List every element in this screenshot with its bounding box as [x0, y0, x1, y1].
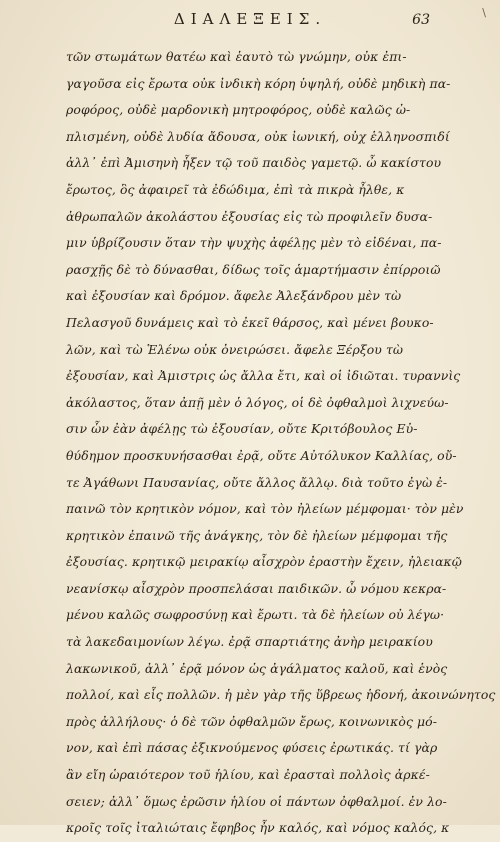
- text-line: τε Ἀγάθωνι Παυσανίας, οὔτε ἄλλος ἄλλῳ. διὰ τοῦτο ἐγὼ ἐ-: [66, 474, 448, 490]
- text-line: πρὸς ἀλλήλους· ὁ δὲ τῶν ὀφθαλμῶν ἔρως, κοινωνικὸς μό-: [66, 713, 438, 729]
- text-line: νεανίσκῳ αἶσχρὸν προσπελάσαι παιδικῶν. ὦ νόμου κεκρα-: [66, 580, 447, 596]
- text-line: ροφόρος, οὐδὲ μαρδονικὴ μητροφόρος, οὐδὲ καλῶς ὠ-: [66, 102, 411, 118]
- text-line: μιν ὑβρίζουσιν ὅταν τὴν ψυχὴς ἀφέλῃς μὲν τὸ εἰδέναι, πα-: [66, 235, 442, 251]
- text-line: κρητικὸν ἐπαινῶ τῆς ἀνάγκης, τὸν δὲ ἠλείων μέμφομαι τῆς: [66, 527, 448, 543]
- text-line: παινῶ τὸν κρητικὸν νόμον, καὶ τὸν ἠλείων μέμφομαι· τὸν μὲν: [66, 501, 464, 517]
- text-line: μένου καλῶς σωφροσύνῃ καὶ ἔρωτι. τὰ δὲ ἠλείων οὐ λέγω·: [66, 607, 445, 623]
- text-line: τῶν στωμάτων θατέω καὶ ἑαυτὸ τὼ γνώμην, οὐκ ἐπι-: [66, 49, 407, 64]
- text-line: τὰ λακεδαιμονίων λέγω. ἐρᾷ σπαρτιάτης ἀνὴρ μειρακίου: [66, 634, 433, 650]
- text-line: καὶ ἐξουσίαν καὶ δρόμον. ἄφελε Ἀλεξάνδρου μὲν τὼ: [66, 288, 402, 304]
- text-line: νον, καὶ ἐπὶ πάσας ἐξικνούμενος φύσεις ἐρωτικάς. τί γὰρ: [66, 740, 438, 756]
- text-line: θύδημον προσκυνήσασθαι ἐρᾷ, οὔτε Αὐτόλυκον Καλλίας, οὔ-: [66, 447, 457, 463]
- text-line: σειεν; ἀλλ᾽ ὅμως ἐρῶσιν ἡλίου οἱ πάντων ὀφθαλμοί. ἐν λο-: [66, 793, 447, 809]
- text-line: πλισμένη, οὐδὲ λυδία ἄδουσα, οὐκ ἰωνική, οὐχ ἑλληνοσπιδί: [66, 128, 450, 144]
- margin-mark: \: [482, 6, 486, 19]
- text-line: ἀκόλαστος, ὅταν ἀπῇ μὲν ὁ λόγος, οἱ δὲ ὀφθαλμοὶ λιχνεύω-: [66, 394, 449, 410]
- text-line: λακωνικοῦ, ἀλλ᾽ ἐρᾷ μόνον ὡς ἀγάλματος καλοῦ, καὶ ἑνὸς: [66, 660, 448, 676]
- running-head: ΔΙΑΛΕΞΕΙΣ.: [173, 10, 327, 28]
- text-block: [66, 44, 496, 842]
- text-line: ἂν εἴη ὡραιότερον τοῦ ἡλίου, καὶ ἐρασταὶ πολλοὶς ἀρκέ-: [66, 767, 430, 783]
- text-line: ἀλλ᾽ ἐπὶ Ἀμισηνὴ ἧξεν τῷ τοῦ παιδὸς γαμετῷ. ὦ κακίστου: [66, 155, 442, 171]
- text-line: γαγοῦσα εἰς ἔρωτα οὐκ ἰνδικὴ κόρη ὑψηλή, οὐδὲ μηδικὴ πα-: [66, 75, 451, 91]
- text-line: σιν ὧν ἐὰν ἀφέλῃς τὼ ἐξουσίαν, οὔτε Κριτόβουλος Εὐ-: [66, 421, 418, 437]
- text-line: πολλοί, καὶ εἷς πολλῶν. ἡ μὲν γὰρ τῆς ὕβρεως ἡδονή, ἀκοινώνητος: [66, 687, 496, 703]
- text-line: ἀθρωπαλῶν ἀκολάστου ἐξουσίας εἰς τὼ προφιλεῖν δυσα-: [66, 208, 433, 224]
- text-line: ἐξουσίας. κρητικῷ μειρακίῳ αἶσχρὸν ἐραστὴν ἔχειν, ἠλειακῷ: [66, 554, 462, 570]
- page-number: 63: [412, 12, 430, 28]
- text-line: Πελασγοῦ δυνάμεις καὶ τὸ ἐκεῖ θάρσος, καὶ μένει βουκο-: [66, 314, 434, 330]
- text-line: λῶν, καὶ τὼ Ἑλένω οὐκ ὀνειρώσει. ἄφελε Ξέρξου τὼ: [66, 341, 404, 357]
- text-line: ρασχῇς δὲ τὸ δύνασθαι, δίδως τοῖς ἁμαρτήμασιν ἐπίρροιῶ: [66, 261, 441, 277]
- text-line: ἐξουσίαν, καὶ Ἀμιστρις ὡς ἄλλα ἔτι, καὶ οἱ ἰδιῶται. τυραννὶς: [66, 368, 461, 384]
- text-line: ἔρωτος, ὃς ἀφαιρεῖ τὰ ἐδώδιμα, ἐπὶ τὰ πικρὰ ἦλθε, κ: [66, 181, 405, 197]
- text-line: κροῖς τοῖς ἰταλιώταις ἔφηβος ἦν καλός, καὶ νόμος καλός, κ: [66, 820, 450, 836]
